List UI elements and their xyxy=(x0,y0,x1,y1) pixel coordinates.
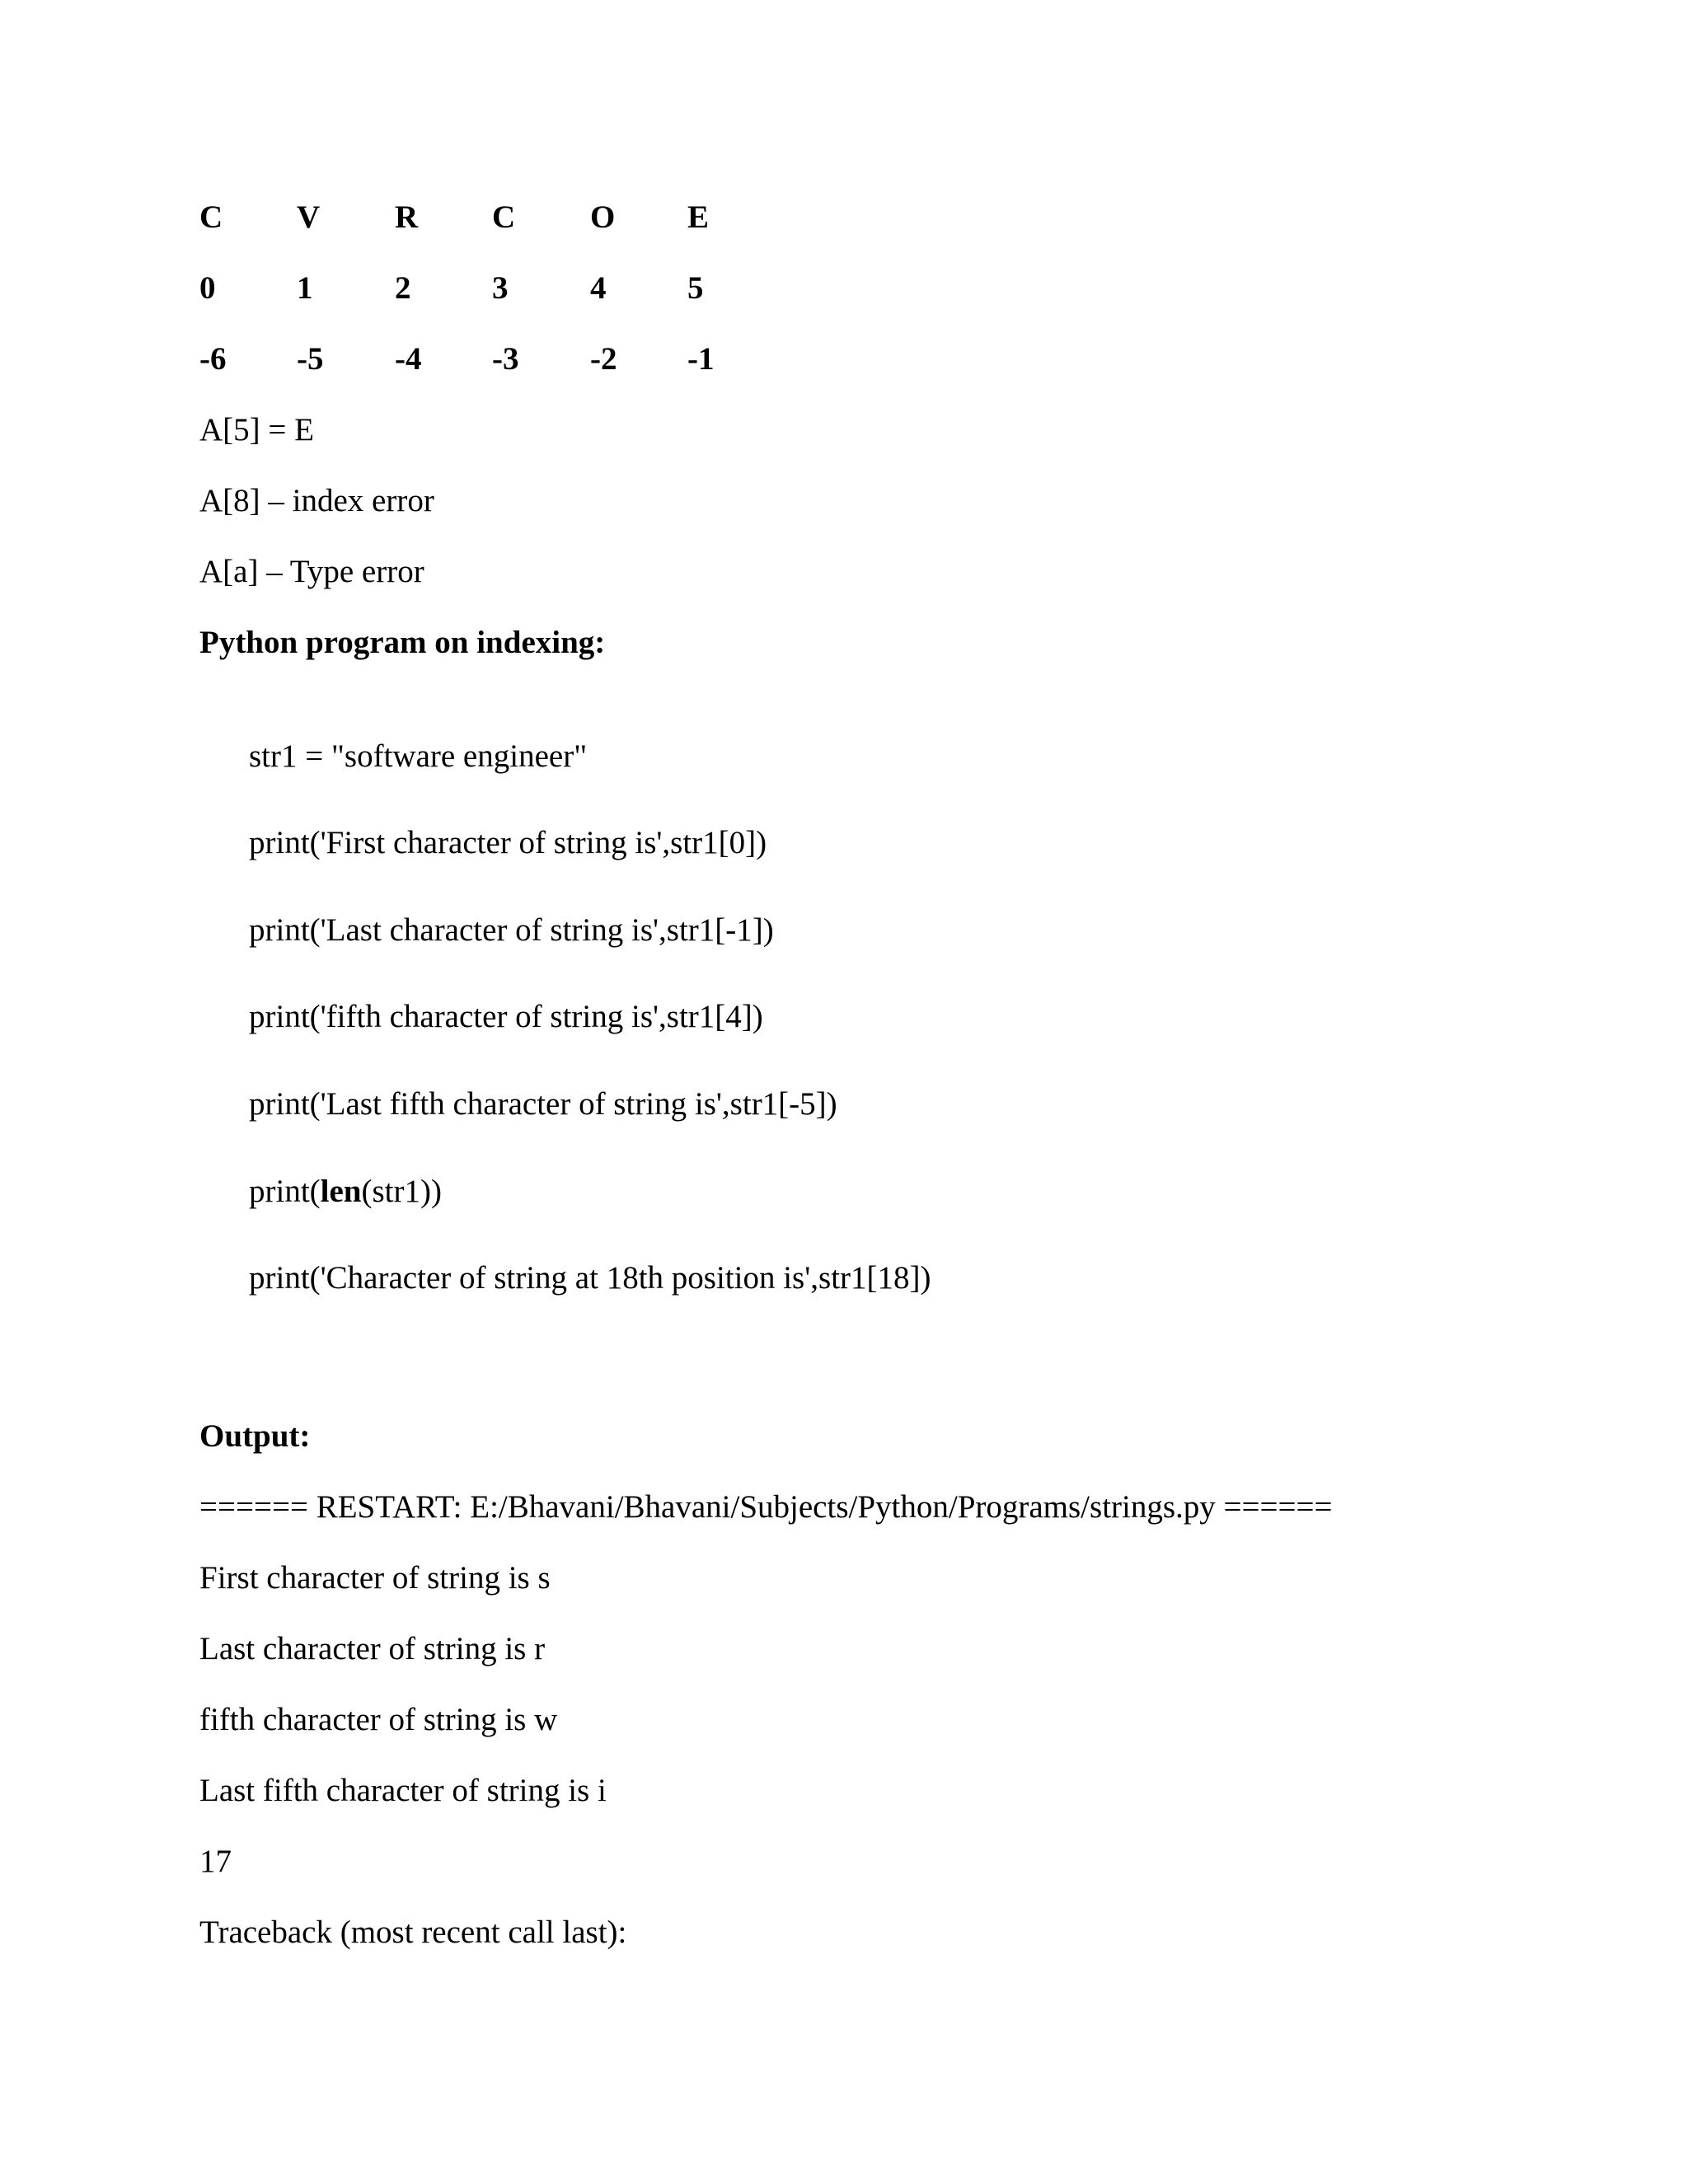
negative-index: -2 xyxy=(590,341,617,377)
positive-index: 4 xyxy=(590,270,607,306)
output-line: 17 xyxy=(199,1844,232,1879)
output-line: Last fifth character of string is i xyxy=(199,1773,607,1808)
output-line: First character of string is s xyxy=(199,1560,551,1596)
index-letter: C xyxy=(199,199,223,235)
positive-index: 5 xyxy=(687,270,704,306)
output-line: Last character of string is r xyxy=(199,1631,546,1666)
output-heading: Output: xyxy=(199,1418,311,1454)
output-restart-line: ====== RESTART: E:/Bhavani/Bhavani/Subjects/Python/Programs/strings.py ====== xyxy=(199,1489,1333,1525)
positive-index: 1 xyxy=(297,270,313,306)
output-traceback-line: Traceback (most recent call last): xyxy=(199,1915,627,1950)
code-len-function: len xyxy=(320,1174,362,1209)
negative-index: -3 xyxy=(492,341,519,377)
program-heading: Python program on indexing: xyxy=(199,625,606,660)
note-access: A[5] = E xyxy=(199,412,314,448)
code-line-len xyxy=(249,1175,442,1207)
code-line: print('Last fifth character of string is',str1[-5]) xyxy=(249,1086,837,1122)
note-type-error: A[a] – Type error xyxy=(199,554,424,589)
code-len-prefix: print( xyxy=(249,1174,321,1209)
code-line: print('Last character of string is',str1[-1]) xyxy=(249,912,774,948)
code-line: print('Character of string at 18th position is',str1[18]) xyxy=(249,1260,931,1296)
code-line: print('fifth character of string is',str1[4]) xyxy=(249,999,763,1034)
negative-index: -6 xyxy=(199,341,227,377)
index-letter: R xyxy=(395,199,419,235)
positive-index: 3 xyxy=(492,270,509,306)
index-letter: E xyxy=(687,199,710,235)
note-index-error: A[8] – index error xyxy=(199,483,434,518)
negative-index: -4 xyxy=(395,341,422,377)
index-letter: O xyxy=(590,199,616,235)
negative-index: -5 xyxy=(297,341,324,377)
negative-index: -1 xyxy=(687,341,715,377)
positive-index: 0 xyxy=(199,270,216,306)
index-letter: V xyxy=(297,199,321,235)
code-line: str1 = "software engineer" xyxy=(249,738,588,774)
output-line: fifth character of string is w xyxy=(199,1702,558,1737)
index-letter: C xyxy=(492,199,516,235)
positive-index: 2 xyxy=(395,270,411,306)
code-line: print('First character of string is',str1[0]) xyxy=(249,825,767,860)
code-len-suffix: (str1)) xyxy=(361,1174,442,1209)
